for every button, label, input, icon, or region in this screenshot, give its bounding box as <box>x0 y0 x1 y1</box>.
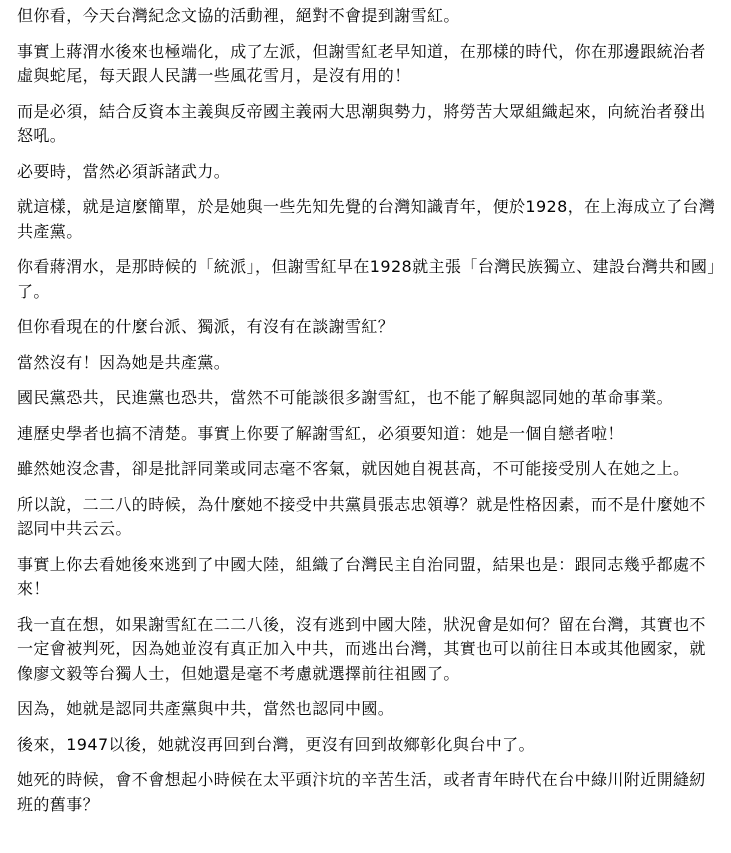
paragraph: 當然沒有！因為她是共產黨。 <box>17 352 231 372</box>
paragraph: 雖然她沒念書，卻是批評同業或同志毫不客氣，就因她自視甚高，不可能接受別人在她之上。 <box>17 459 690 478</box>
paragraph: 必要時，當然必須訴諸武力。 <box>17 161 231 181</box>
paragraph: 事實上你去看她後來逃到了中國大陸，組織了台灣民主自治同盟，結果也是：跟同志幾乎都處不來！ <box>17 554 706 598</box>
paragraph: 但你看現在的什麼台派、獨派，有沒有在談謝雪紅？ <box>17 317 395 336</box>
post-body <box>17 4 717 828</box>
paragraph: 而是必須，結合反資本主義與反帝國主義兩大思潮與勢力，將勞苦大眾組織起來，向統治者發出怒吼。 <box>17 101 706 145</box>
paragraph: 事實上蔣渭水後來也極端化，成了左派，但謝雪紅老早知道，在那樣的時代，你在那邊跟統治者虛與蛇尾，每天跟人民講一些風花雪月，是沒有用的！ <box>17 41 706 85</box>
paragraph: 她死的時候，會不會想起小時候在太平頭汴坑的辛苦生活，或者青年時代在台中綠川附近開縫紉班的舊事？ <box>17 770 706 814</box>
paragraph: 我一直在想，如果謝雪紅在二二八後，沒有逃到中國大陸，狀況會是如何？留在台灣，其實也不一定會被判死，因為她並沒有真正加入中共，而逃出台灣，其實也可以前往日本或其他國家，就像廖文毅等台獨人士，但她還是毫不考慮就選擇前往祖國了。 <box>17 614 706 683</box>
paragraph: 後來，1947以後，她就沒再回到台灣，更沒有回到故鄉彰化與台中了。 <box>17 734 535 754</box>
paragraph: 所以說，二二八的時候，為什麼她不接受中共黨員張志忠領導？就是性格因素，而不是什麼她不認同中共云云。 <box>17 494 706 538</box>
paragraph: 國民黨恐共，民進黨也恐共，當然不可能談很多謝雪紅，也不能了解與認同她的革命事業。 <box>17 388 674 407</box>
paragraph: 連歷史學者也搞不清楚。事實上你要了解謝雪紅，必須要知道：她是一個自戀者啦！ <box>17 423 624 443</box>
paragraph: 但你看，今天台灣紀念文協的活動裡，絕對不會提到謝雪紅。 <box>17 6 460 25</box>
paragraph: 因為，她就是認同共產黨與中共，當然也認同中國。 <box>17 699 395 718</box>
paragraph: 你看蔣渭水，是那時候的「統派」，但謝雪紅早在1928就主張「台灣民族獨立、建設台灣共和國」了。 <box>17 257 716 301</box>
paragraph: 就這樣，就是這麼簡單，於是她與一些先知先覺的台灣知識青年，便於1928，在上海成立了台灣共產黨。 <box>17 197 716 241</box>
